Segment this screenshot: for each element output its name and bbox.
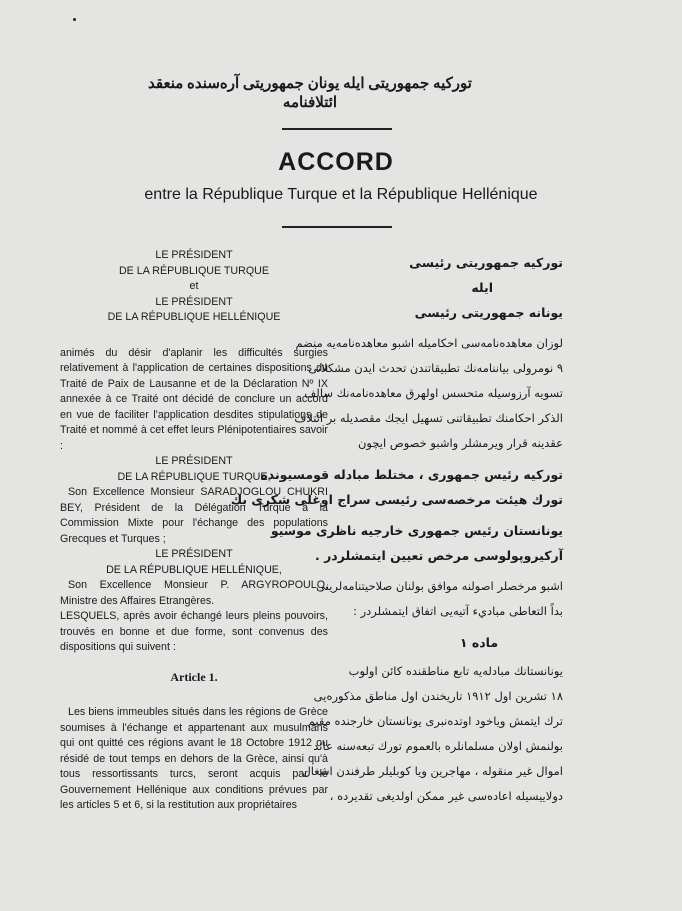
ottoman-column [230, 250, 563, 815]
ottoman-line: يونانستانك مبادله‌يه تابع مناطقنده كائن اولوب [348, 664, 563, 678]
article-heading: Article 1. [170, 669, 218, 684]
ottoman-line: ايله [471, 280, 493, 295]
ottoman-line: توركيه رئيس جمهورى ، مختلط مبادله قومسيونده [260, 467, 563, 482]
ottoman-line: تسويه آرزوسيله متحسس اولهرق معاهده‌نامه‌نك سالف [304, 386, 563, 400]
lesquels-text: LESQUELS, après avoir échangé leurs pleins pouvoirs, trouvés en bonne et due forme, sont convenus des dispositions qui suivent : [60, 610, 328, 653]
ottoman-line: ۹ نومرولى بياننامه‌نك تطبيقاتندن تحدث ايدن مشكلاتى [308, 361, 563, 375]
ottoman-line: عقدينه قرار ويرمشلر واشبو خصوص ايچون [357, 436, 563, 450]
ottoman-line: بولنمش اولان مسلمانلره بالعموم تورك تبعه‌سنه عائد [313, 739, 563, 753]
ottoman-line: ترك ايتمش وياخود اوتده‌نبرى يونانستان خارجنده مقيم [307, 714, 563, 728]
president-line: LE PRÉSIDENT [155, 249, 233, 261]
bottom-rule [282, 226, 392, 228]
ottoman-rep-hell [270, 518, 563, 568]
ottoman-line: ۱۸ تشرين اول ۱۹۱۲ تاريخندن اول مناطق مذكوره‌يى [313, 689, 563, 703]
ottoman-article-heading [355, 630, 563, 655]
president-line: DE LA RÉPUBLIQUE TURQUE [118, 264, 270, 277]
article-text: Les biens immeubles situés dans les régions de Grèce soumises à l'échange et appartenant aux musulmans qui ont quitté ces régions avant le 18 Octobre 1912 ou résidé de tout temps en dehors de la Grèce, ainsi qu'à tous ressortissants turcs, seront acquis par le Gouvernement Hellénique aux conditions prévues par les articles 5 et 6, si la restitution aux propriétaires [60, 706, 328, 811]
ottoman-line: تورك هيئت مرخصه‌سى رئيسى سراج اوغلى شكرى بك [230, 492, 563, 507]
president-hell-line: DE LA RÉPUBLIQUE HELLÉNIQUE, [106, 563, 282, 576]
ottoman-line: توركيه جمهوريتى رئيسى [409, 255, 563, 270]
ottoman-article-text [302, 659, 563, 809]
page-subtitle: entre la République Turque et la République Hellénique [144, 186, 538, 203]
ottoman-line: الذكر احكامنك تطبيقاتنى تسهيل ايجك مقصديله بر ائتلاف [294, 411, 563, 425]
ottoman-lesquels [316, 574, 563, 624]
ottoman-line: اموال غير منقوله ، مهاجرين ويا كوبليلر طرفندن اشغال [302, 764, 563, 778]
ottoman-presidents [355, 250, 563, 325]
president-line: DE LA RÉPUBLIQUE HELLÉNIQUE [107, 311, 281, 323]
ottoman-line: بداً التعاطى مباديء آتيه‌يى اتفاق ايتمشلردر : [353, 604, 563, 618]
ottoman-line: يونانستان رئيس جمهورى خارجيه ناظرى موسيو [270, 523, 563, 538]
ottoman-rep-turk [230, 462, 563, 512]
ottoman-line: آركيروپولوسى مرخص تعيين ايتمشلردر . [314, 548, 563, 563]
ottoman-line: دولاييسيله اعاده‌سى غير ممكن اولديغى تقديرده ، [329, 789, 563, 803]
speck [73, 18, 76, 21]
turkish-representative: Son Excellence Monsieur SARADJOGLOU CHUKRI BEY, Président de la Délégation Turque à la Commission Mixte pour l'échange des populations Grecques et Turques ; [60, 486, 328, 545]
preamble-text: animés du désir d'aplanir les difficultés surgies relativement à l'application de certaines dispositions du Traité de Paix de Lausanne et de la Déclaration Nº IX annexée à ce Traité ont décidé de conclure un accord en vue de faciliter l'application desdites stipulations de Traité et nommé à cet effet leurs Plénipotentiaires savoir : [60, 346, 328, 452]
ottoman-line: لوزان معاهده‌نامه‌سى احكاميله اشبو معاهده‌نامه‌يه منضم [295, 336, 563, 350]
page-title: ACCORD [278, 148, 394, 176]
hellenic-representative: Son Excellence Monsieur P. ARGYROPOULO, Ministre des Affaires Etrangères. [60, 579, 328, 607]
president-turk-line: DE LA RÉPUBLIQUE TURQUE, [117, 470, 271, 483]
ottoman-line: اشبو مرخصلر اصولنه موافق بولنان صلاحيتنامه‌لرينى [316, 579, 563, 593]
president-line: et [189, 280, 199, 292]
president-line: LE PRÉSIDENT [155, 295, 233, 308]
ottoman-line: يونانه جمهوريتى رئيسى [414, 305, 563, 320]
ottoman-title: توركيه جمهوريتى ايله يونان جمهوريتى آره‌سنده منعقد ائتلافنامه [148, 76, 472, 111]
president-hell-line: LE PRÉSIDENT [155, 548, 233, 560]
top-rule [282, 128, 392, 130]
ottoman-line: ماده ۱ [459, 635, 499, 650]
president-turk-line: LE PRÉSIDENT [155, 455, 233, 467]
ottoman-preamble [294, 331, 563, 456]
presidents-heading [60, 248, 328, 326]
